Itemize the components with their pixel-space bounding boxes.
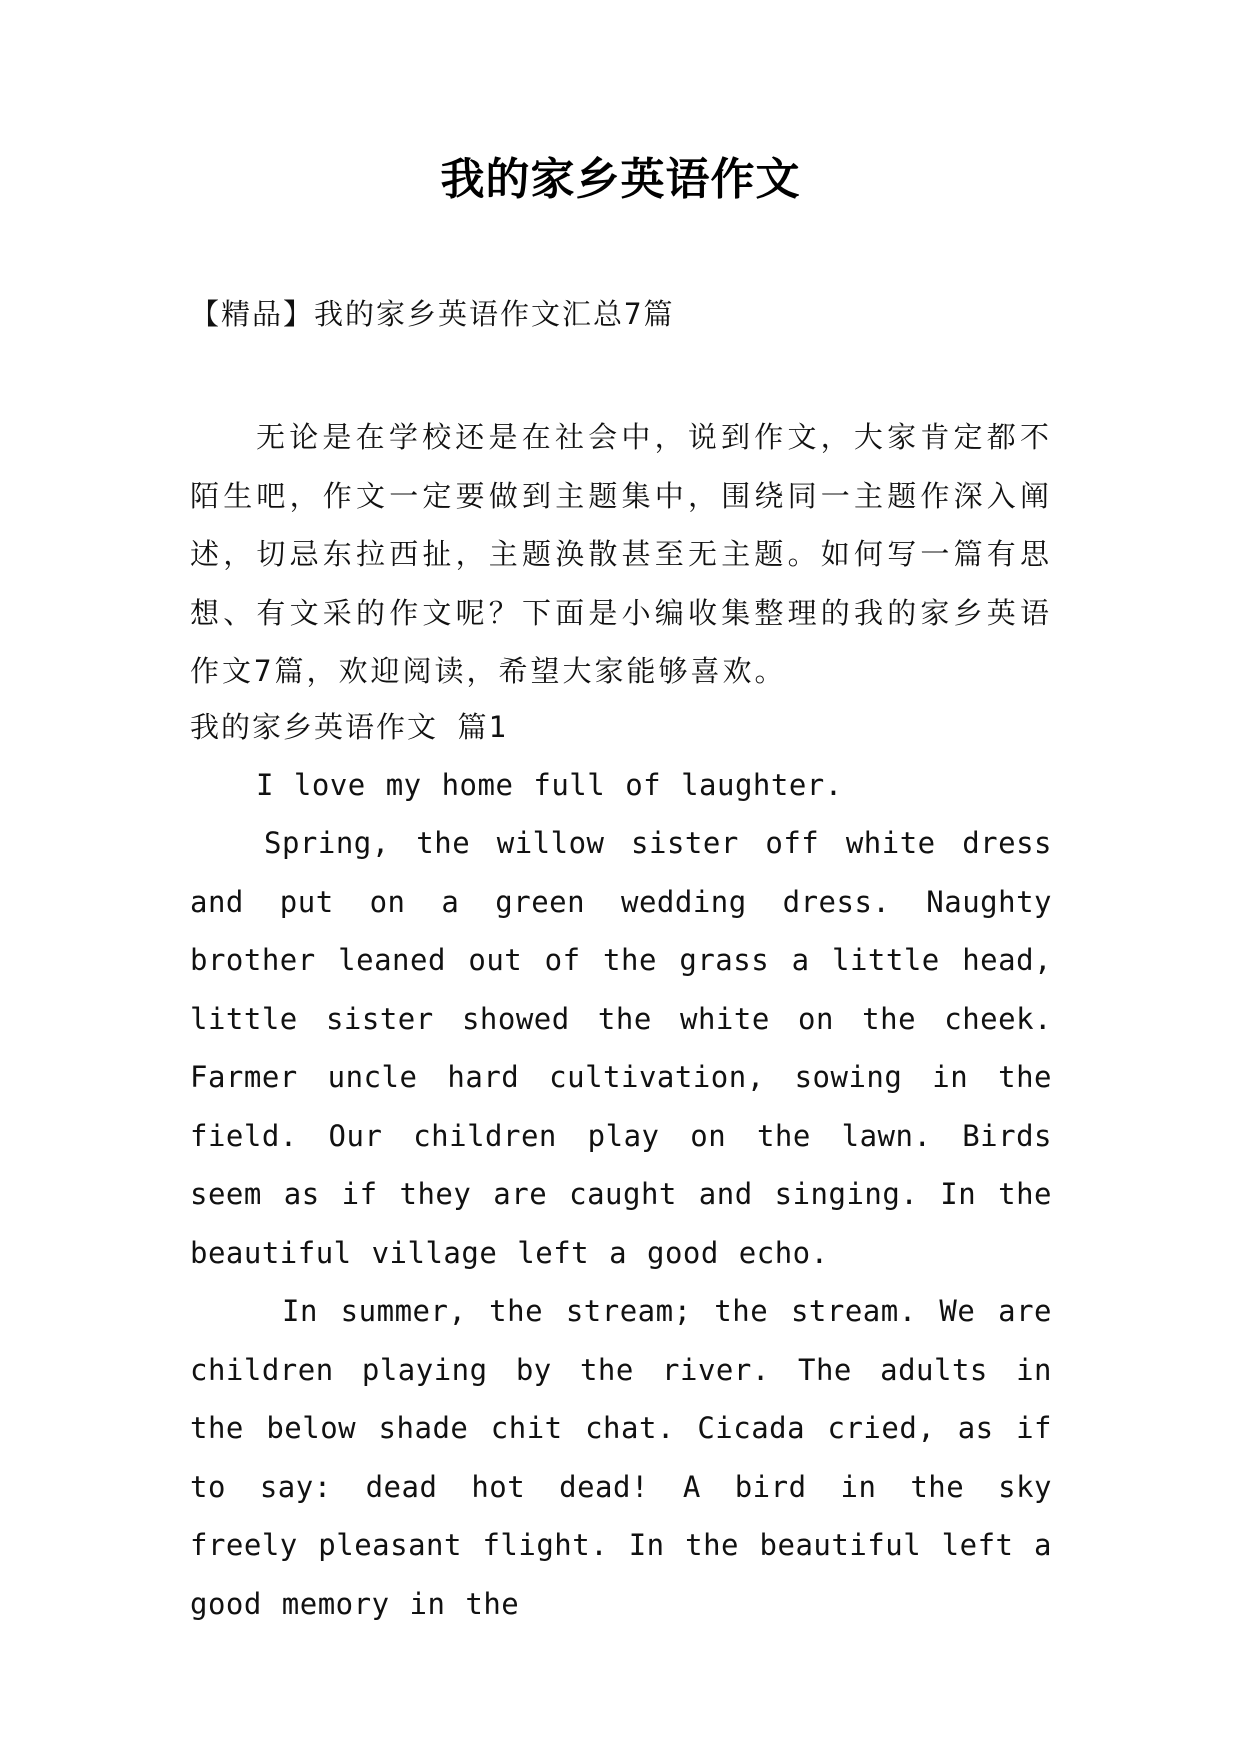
document-subtitle: 【精品】我的家乡英语作文汇总7篇 [190,297,675,331]
section-heading: 我的家乡英语作文 篇1 [190,710,508,744]
document-title: 我的家乡英语作文 [440,154,801,205]
essay-paragraph-1: I love my home full of laughter. [256,768,843,802]
essay-paragraph-3: In summer, the stream; the stream. We are children playing by the river. The adults in the below shade chit chat. Cicada cried, as if to say: dead hot dead! A bird in the sky freely pleasant flight. In the beautiful left a good memory in the [190,1294,1052,1621]
intro-paragraph: 无论是在学校还是在社会中，说到作文，大家肯定都不陌生吧，作文一定要做到主题集中，围绕同一主题作深入阐述，切忌东拉西扯，主题涣散甚至无主题。如何写一篇有思想、有文采的作文呢？下面是小编收集整理的我的家乡英语作文7篇，欢迎阅读，希望大家能够喜欢。 [190,420,1052,688]
essay-paragraph-2: Spring, the willow sister off white dress and put on a green wedding dress. Naughty brother leaned out of the grass a little head, little sister showed the white on the cheek. Farmer uncle hard cultivation, sowing in the field. Our children play on the lawn. Birds seem as if they are caught and singing. In the beautiful village left a good echo. [190,826,1052,1270]
